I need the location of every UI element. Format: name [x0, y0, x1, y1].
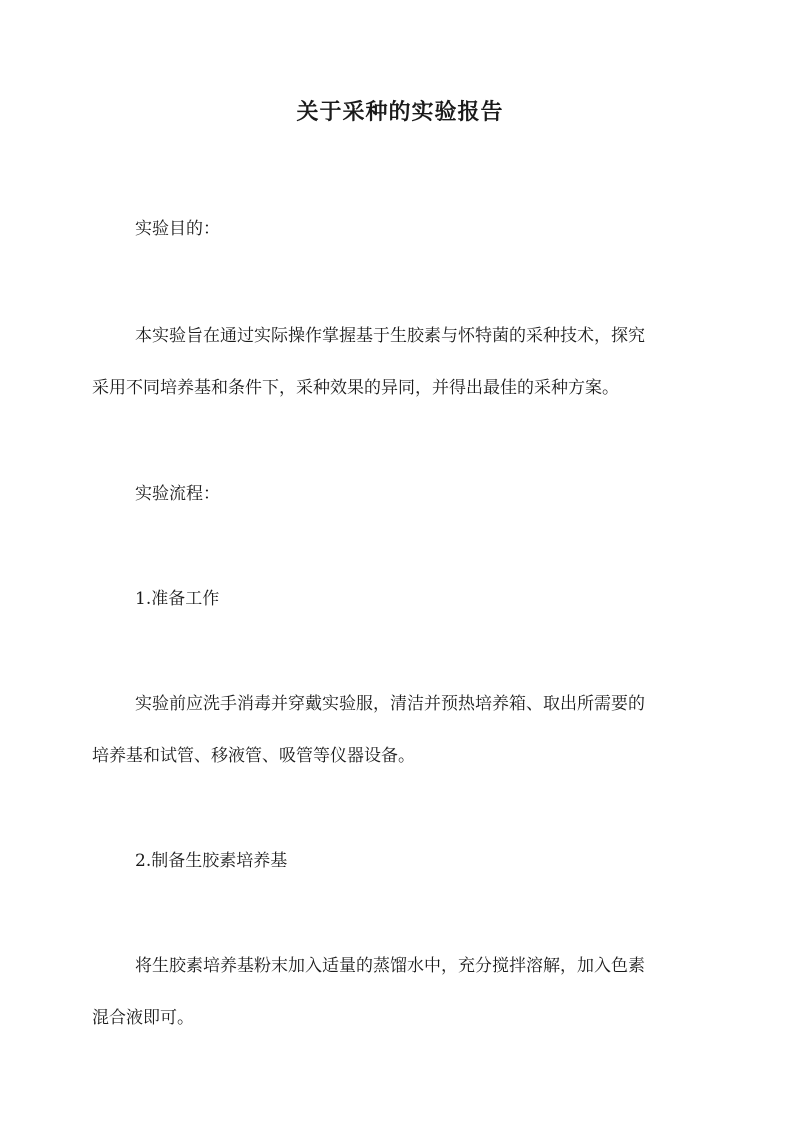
purpose-line-1: 本实验旨在通过实际操作掌握基于生胶素与怀特菌的采种技术，探究 — [135, 326, 645, 346]
purpose-paragraph — [92, 310, 712, 414]
step2-paragraph — [92, 940, 712, 1044]
step2-line-1: 将生胶素培养基粉末加入适量的蒸馏水中，充分搅拌溶解，加入色素 — [135, 956, 645, 976]
document-title: 关于采种的实验报告 — [296, 99, 504, 125]
step1-line-2: 培养基和试管、移液管、吸管等仪器设备。 — [92, 746, 415, 766]
step1-heading: 1.准备工作 — [135, 589, 220, 609]
step2-heading: 2.制备生胶素培养基 — [135, 851, 288, 871]
step2-line-2: 混合液即可。 — [92, 1008, 194, 1028]
process-heading: 实验流程： — [135, 484, 220, 504]
step1-paragraph — [92, 678, 712, 782]
step1-line-1: 实验前应洗手消毒并穿戴实验服，清洁并预热培养箱、取出所需要的 — [135, 694, 645, 714]
purpose-heading: 实验目的： — [135, 219, 220, 239]
purpose-line-2: 采用不同培养基和条件下，采种效果的异同，并得出最佳的采种方案。 — [92, 378, 619, 398]
